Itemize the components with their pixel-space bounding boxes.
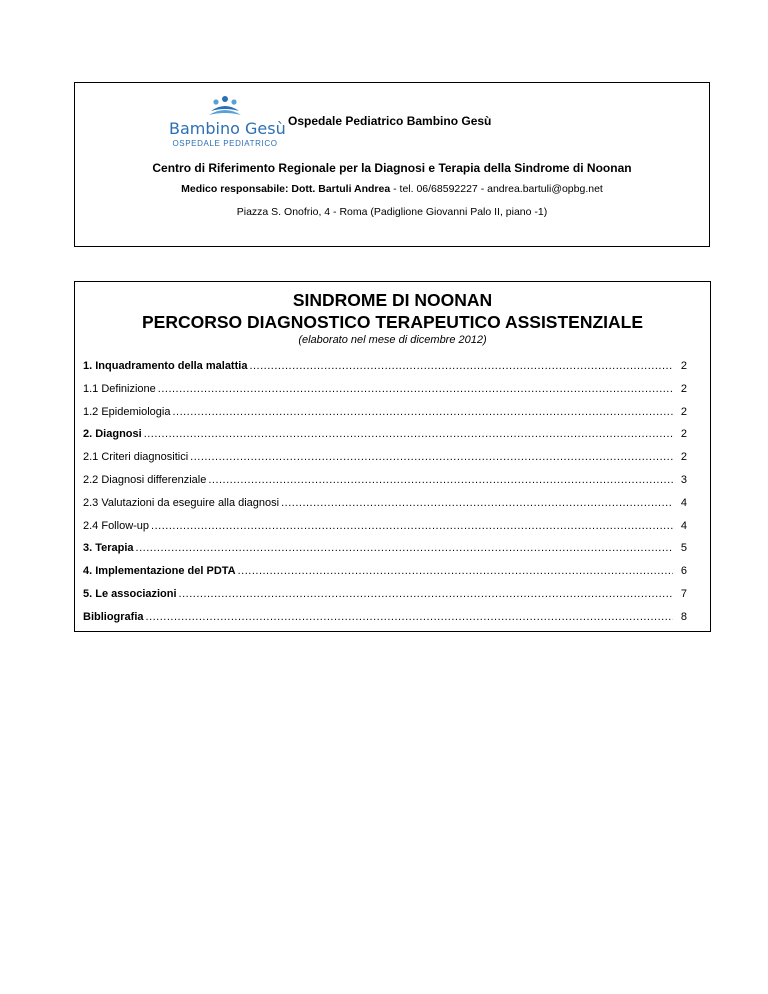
toc-leader-dots [281,497,673,509]
toc-leader-dots [179,588,673,600]
doctor-contact: - tel. 06/68592227 - andrea.bartuli@opbg.net [390,183,603,195]
table-of-contents-box [74,281,711,632]
toc-entry[interactable] [83,360,687,383]
toc-entry[interactable] [83,497,687,520]
toc-leader-dots [144,428,673,440]
toc-entry-page: 8 [680,610,687,623]
toc-entry[interactable] [83,383,687,406]
toc-entry-label: 5. Le associazioni [83,587,177,600]
toc-leader-dots [190,451,673,463]
document-subtitle: (elaborato nel mese di dicembre 2012) [298,334,487,346]
document-title-line-2: PERCORSO DIAGNOSTICO TERAPEUTICO ASSISTENZIALE [141,312,644,332]
toc-entry-label: 2. Diagnosi [83,428,142,441]
toc-entry-page: 3 [680,473,687,486]
toc-leader-dots [249,360,673,372]
toc-entry-label: 2.1 Criteri diagnositici [83,451,189,464]
toc-leader-dots [158,383,673,395]
toc-entry-page: 6 [680,565,687,578]
logo-wordmark: Bambino Gesù [169,119,286,138]
toc-entry-label: 1.2 Epidemiologia [83,405,171,418]
doctor-label: Medico responsabile: Dott. Bartuli Andrea [181,183,391,195]
toc-entry-label: 2.4 Follow-up [83,519,150,532]
toc-entry-page: 2 [680,360,687,372]
toc-leader-dots [208,474,673,486]
toc-entry-page: 2 [680,451,687,464]
toc-entry-page: 2 [680,405,687,418]
toc-entry[interactable] [83,451,687,474]
toc-entry[interactable] [83,542,687,565]
toc-entry-label: 4. Implementazione del PDTA [83,565,236,578]
toc-entry-page: 5 [680,542,687,555]
toc-entry[interactable] [83,565,687,588]
toc-leader-dots [136,542,673,554]
toc-entry-label: 1. Inquadramento della malattia [83,360,248,372]
center-name: Centro di Riferimento Regionale per la Diagnosi e Terapia della Sindrome di Noonan [152,161,632,175]
toc-list [83,360,687,634]
toc-entry-page: 7 [680,587,687,600]
toc-entry-page: 2 [680,428,687,441]
toc-entry[interactable] [83,428,687,451]
hospital-name: Ospedale Pediatrico Bambino Gesù [288,114,492,128]
toc-leader-dots [238,565,673,577]
toc-entry-label: 1.1 Definizione [83,382,156,395]
document-title: SINDROME DI NOONAN [292,290,493,310]
logo-subtitle: OSPEDALE PEDIATRICO [172,139,278,148]
doctor-line [75,183,709,195]
toc-entry-label: 2.3 Valutazioni da eseguire alla diagnosi [83,496,280,509]
toc-entry[interactable] [83,611,687,634]
toc-entry[interactable] [83,474,687,497]
children-figures-icon [207,95,243,119]
address-line: Piazza S. Onofrio, 4 - Roma (Padiglione Giovanni Palo II, piano -1) [236,206,548,218]
toc-entry-page: 4 [680,496,687,509]
toc-entry-label: 2.2 Diagnosi differenziale [83,473,207,486]
hospital-logo [169,95,286,151]
toc-entry-page: 4 [680,519,687,532]
toc-leader-dots [172,406,673,418]
toc-entry[interactable] [83,406,687,429]
toc-entry[interactable] [83,588,687,611]
toc-leader-dots [146,611,673,623]
toc-entry-label: 3. Terapia [83,542,134,555]
toc-entry-page: 2 [680,382,687,395]
toc-entry-label: Bibliografia [83,610,144,623]
toc-leader-dots [151,520,673,532]
toc-entry[interactable] [83,520,687,543]
hospital-header-box [74,82,710,247]
